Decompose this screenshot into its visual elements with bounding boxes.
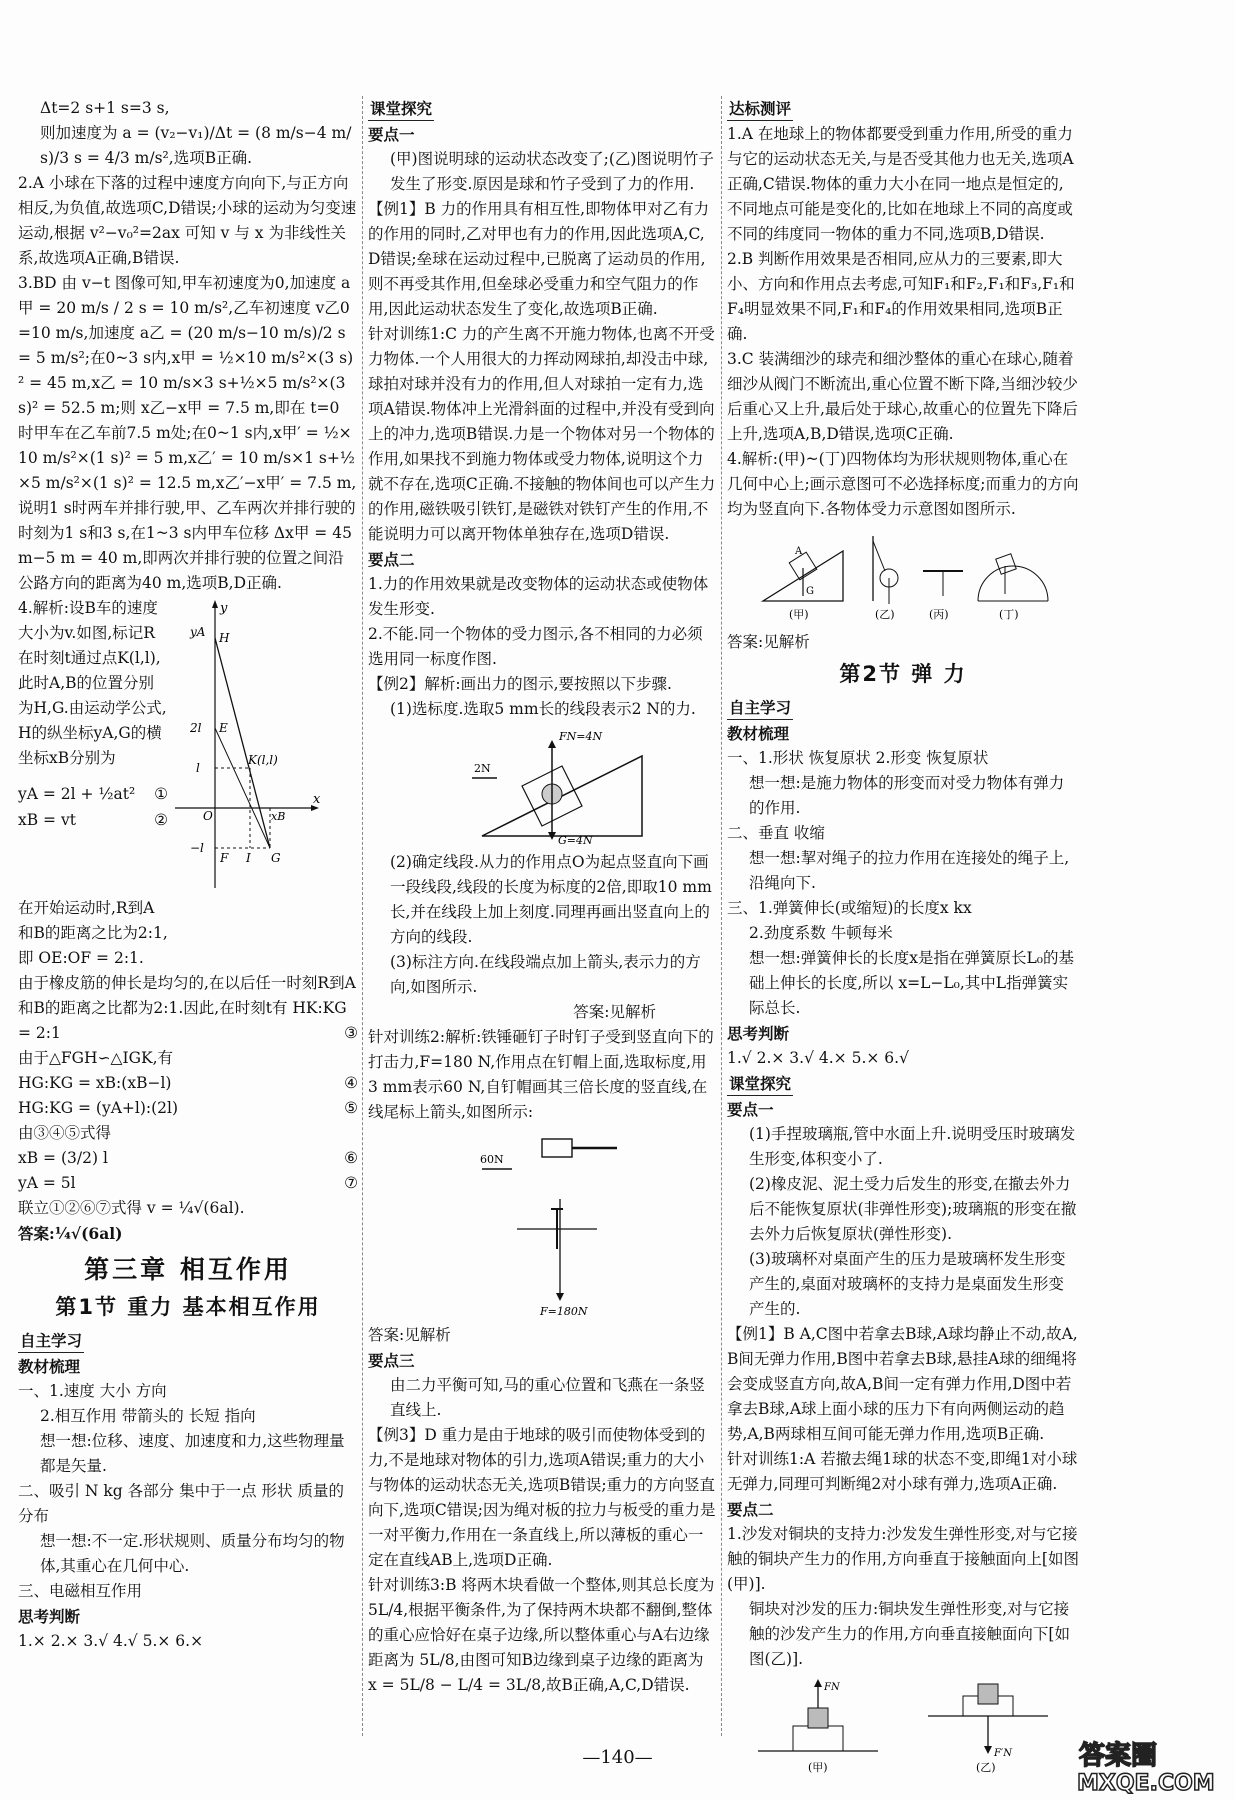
equation: yA = 2l + ½at² — [18, 785, 136, 803]
equation-number: ① — [154, 785, 168, 803]
text-line: 在开始运动时,R到A和B的距离之比为2:1,即 OE:OF = 2:1. — [18, 899, 168, 967]
answer-4: 4.解析:(甲)~(丁)四物体均为形状规则物体,重心在几何中心上;画示意图可不必选择标度;而重力的方向均为竖直向下.各物体受力示意图如图所示. — [727, 450, 1079, 518]
text-line — [18, 971, 358, 1046]
text-line: (1)选标度.选取5 mm长的线段表示2 N的力. — [390, 700, 696, 718]
training-2: 针对训练2:解析:铁锤砸钉子时钉子受到竖直向下的打击力,F=180 N,作用点在钉帽上面,选取标度,用3 mm表示60 N,自钉帽画其三倍长度的竖直线,在线尾标上箭头,如图所示: — [368, 1028, 714, 1121]
graph-label: K(l,l) — [248, 753, 278, 767]
subheading: 要点二 — [727, 1500, 774, 1519]
training-1: 针对训练1:C 力的产生离不开施力物体,也离不开受力物体.一个人用很大的力挥动网球拍,却没击中球,球拍对球并没有力的作用,但人对球拍一定有力,选项A错误.物体冲上光滑斜面的过程中,并没有受到向上的冲力,选项B错误.力是一个物体对另一个物体的作用,如果找不到施力物体或受力物体,说明这个力就不存在,选项C正确.不接触的物体间也可以产生力的作用,磁铁吸引铁钉,是磁铁对铁钉产生的作用,不能说明力可以离开物体单独存在,选项D错误. — [368, 325, 716, 543]
subheading: 教材梳理 — [727, 724, 790, 743]
answer-line: 答案:见解析 — [727, 633, 810, 651]
scale-label: 60N — [480, 1153, 504, 1166]
answer-line: 答案:¼√(6al) — [18, 1224, 123, 1243]
motion-graph — [170, 598, 320, 898]
training-1: 针对训练1:A 若撤去绳1球的状态不变,即绳1对小球无弹力,同理可判断绳2对小球有弹力,选项A正确. — [727, 1450, 1078, 1493]
answer-2: 2.A 小球在下落的过程中速度方向向下,与正方向相反,为负值,故选项C,D错误;小球的运动为匀变速运动,根据 v²−v₀²=2ax 可知 v 与 x 为非线性关系,故选项A正确,B错误. — [18, 174, 357, 267]
equation-number: ② — [154, 811, 168, 829]
answer-1: 1.A 在地球上的物体都要受到重力作用,所受的重力与它的运动状态无关,与是否受其他力也无关,选项A正确,C错误.物体的重力大小在同一地点是恒定的,不同地点可能是变化的,比如在地球上不同的高度或不同的纬度同一物体的重力不同,选项B,D错误. — [727, 125, 1074, 243]
text-line: 想一想:不一定.形状规则、质量分布均匀的物体,其重心在几何中心. — [40, 1532, 345, 1575]
gravity-diagrams — [753, 526, 1053, 626]
watermark-logo — [1071, 1734, 1221, 1794]
text-line: 想一想:弹簧伸长的长度x是指在弹簧原长L₀的基础上伸长的长度,所以 x=L−L₀,其中L指弹簧实际总长. — [749, 949, 1074, 1017]
watermark-text: MXQE.COM — [1077, 1771, 1215, 1796]
page-number: —140— — [582, 1747, 653, 1768]
graph-label: G — [271, 851, 281, 865]
text-line: 1.√ 2.× 3.√ 4.× 5.× 6.√ — [727, 1049, 909, 1067]
subheading: 思考判断 — [727, 1024, 790, 1043]
graph-label: I — [246, 851, 251, 865]
chapter-title: 第三章 相互作用 — [84, 1255, 292, 1284]
graph-label: O — [203, 809, 213, 823]
figure-caption: (丁) — [999, 608, 1019, 621]
equation-number: ③ — [344, 1024, 358, 1042]
section-heading: 课堂探究 — [368, 98, 434, 121]
graph-label: x — [313, 792, 321, 807]
subheading: 要点三 — [368, 1351, 415, 1370]
equation-row — [18, 782, 168, 807]
force-label: FN=4N — [559, 730, 603, 743]
answer-line: 答案:见解析 — [368, 1326, 451, 1344]
graph-label: H — [219, 631, 230, 645]
column-divider-1 — [362, 96, 363, 1736]
text-line: (2)橡皮泥、泥土受力后发生的形变,在撤去外力后不能恢复原状(非弹性形变);玻璃瓶的形变在撤去外力后恢复原状(弹性形变). — [749, 1175, 1077, 1243]
equation: yA = 5l — [18, 1174, 76, 1192]
section-heading: 达标测评 — [727, 98, 793, 121]
text-line: 二、吸引 N kg 各部分 集中于一点 形状 质量的分布 — [18, 1482, 344, 1525]
figure-caption: (甲) — [789, 608, 809, 621]
subheading: 教材梳理 — [18, 1357, 81, 1376]
text-line: 联立①②⑥⑦式得 v = ¼√(6al). — [18, 1199, 245, 1217]
column-divider-2 — [721, 96, 722, 1736]
text-line: 三、1.弹簧伸长(或缩短)的长度x kx — [727, 899, 972, 917]
equation-number: ⑥ — [344, 1149, 358, 1167]
section-heading: 课堂探究 — [727, 1073, 793, 1096]
example-3: 【例3】D 重力是由于地球的吸引而使物体受到的力,不是地球对物体的引力,选项A错误;重力的大小与物体的运动状态无关,选项B错误;重力的方向竖直向下,选项C错误;因为绳对板的拉力与板受的重力是一对平衡力,作用在一条直线上,所以薄板的重心一定在直线AB上,选项D正确. — [368, 1426, 716, 1569]
graph-label: y — [220, 601, 228, 616]
training-3: 针对训练3:B 将两木块看做一个整体,则其总长度为 5L/4,根据平衡条件,为了保持两木块都不翻倒,整体的重心应恰好在桌子边缘,所以整体重心与A右边缘距离为 5L/8,由图可知B边缘到桌子边缘的距离为 x = 5L/8 − L/4 = 3L/8,故B正确,A,C,D错误. — [368, 1576, 715, 1694]
force-label: F′N — [994, 1748, 1012, 1759]
force-diagram-incline — [412, 726, 672, 846]
subheading: 要点一 — [727, 1100, 774, 1119]
text-line: 1.× 2.× 3.√ 4.√ 5.× 6.× — [18, 1632, 204, 1650]
subheading: 要点一 — [368, 125, 415, 144]
equation: HG:KG = xB:(xB−l) — [18, 1074, 172, 1092]
equation-row — [18, 1171, 358, 1196]
graph-label: l — [196, 761, 200, 775]
text-line: 由③④⑤式得 — [18, 1124, 112, 1142]
text-line: 想一想:是施力物体的形变而对受力物体有弹力的作用. — [749, 774, 1065, 817]
text-line: 由于△FGH∽△IGK,有 — [18, 1049, 173, 1067]
section-title: 第2节 弹 力 — [839, 662, 967, 686]
figure-caption: (甲) — [808, 1761, 828, 1774]
example-2: 【例2】解析:画出力的图示,要按照以下步骤. — [368, 675, 672, 693]
figure-label: G — [806, 586, 814, 597]
section-heading: 自主学习 — [18, 1330, 84, 1353]
equation-row — [18, 808, 168, 833]
figure-caption: (乙) — [875, 608, 895, 621]
text-line: (3)标注方向.在线段端点加上箭头,表示力的方向,如图所示. — [390, 953, 701, 996]
answer-3: 3.C 装满细沙的球壳和细沙整体的重心在球心,随着细沙从阀门不断流出,重心位置不断下降,当细沙较少后重心又上升,最后处于球心,故重心的位置先下降后上升,选项A,B,D错误,选项C正确. — [727, 350, 1078, 443]
text-line: (2)确定线段.从力的作用点O为起点竖直向下画一段线段,线段的长度为标度的2倍,即取10 mm长,并在线段上加上刻度.同理再画出竖直向上的方向的线段. — [390, 853, 712, 946]
equation-row — [18, 1071, 358, 1096]
text-line: (3)玻璃杯对桌面产生的压力是玻璃杯发生形变产生的,桌面对玻璃杯的支持力是桌面发生形变产生的. — [749, 1250, 1066, 1318]
column-2 — [368, 96, 716, 1730]
text-line: Δt=2 s+1 s=3 s, — [40, 99, 170, 117]
answer-2: 2.B 判断作用效果是否相同,应从力的三要素,即大小、方向和作用点去考虑,可知F₁和F₂,F₁和F₃,F₁和F₄明显效果不同,F₁和F₄的作用效果相同,选项B正确. — [727, 250, 1075, 343]
answer-4-intro: 4.解析:设B车的速度大小为v.如图,标记R在时刻t通过点K(l,l),此时A,B的位置分别为H,G.由运动学公式,H的纵坐标yA,G的横坐标xB分别为 — [18, 599, 167, 767]
text-line: 一、1.速度 大小 方向 — [18, 1382, 167, 1400]
answer-3: 3.BD 由 v−t 图像可知,甲车初速度为0,加速度 a甲 = 20 m/s / 2 s = 10 m/s²,乙车初速度 v乙0=10 m/s,加速度 a乙 = (20 m/s−10 m/s)/2 s = 5 m/s²;在0~3 s内,x甲 = ½×10 m/s²×(3 s)² = 45 m,x乙 = 10 m/s×3 s+½×5 m/s²×(3 s)² = 52.5 m;则 x乙−x甲 = 7.5 m,即在 t=0 时甲车在乙车前7.5 m处;在0~1 s内,x甲′ = ½×10 m/s²×(1 s)² = 5 m,x乙′ = 10 m/s×1 s+½×5 m/s²×(1 s)² = 12.5 m,x乙′−x甲′ = 7.5 m,说明1 s时两车并排行驶,甲、乙车两次并排行驶的时刻为1 s和3 s,在1~3 s内甲车位移 Δx甲 = 45 m−5 m = 40 m,即两次并排行驶的位置之间沿公路方向的距离为40 m,选项B,D正确. — [18, 274, 357, 592]
text-line: 1.力的作用效果就是改变物体的运动状态或使物体发生形变. — [368, 575, 709, 618]
force-label: G=4N — [558, 834, 593, 847]
section-title: 第1节 重力 基本相互作用 — [55, 1295, 321, 1319]
text-line: 1.沙发对铜块的支持力:沙发发生弹性形变,对与它接触的铜块产生力的作用,方向垂直于接触面向上[如图(甲)]. — [727, 1525, 1079, 1593]
equation-number: ⑤ — [344, 1099, 358, 1117]
equation: xB = (3/2) l — [18, 1149, 108, 1167]
text-line: 铜块对沙发的压力:铜块发生弹性形变,对与它接触的沙发产生力的作用,方向垂直接触面向下[如图(乙)]. — [749, 1600, 1070, 1668]
scale-label: 2N — [474, 762, 491, 775]
text-line: 由二力平衡可知,马的重心位置和飞燕在一条竖直线上. — [390, 1376, 705, 1419]
force-label: F=180N — [540, 1305, 588, 1318]
equation: xB = vt — [18, 811, 76, 829]
text-line: 二、垂直 收缩 — [727, 824, 825, 842]
equation-number: ⑦ — [344, 1174, 358, 1192]
text-line: 一、1.形状 恢复原状 2.形变 恢复原状 — [727, 749, 989, 767]
text-line: 想一想:位移、速度、加速度和力,这些物理量都是矢量. — [40, 1432, 345, 1475]
hammer-nail-diagram — [442, 1129, 642, 1319]
equation-row — [18, 1096, 358, 1121]
column-1 — [18, 96, 358, 1730]
text-line: 2.劲度系数 牛顿每米 — [749, 924, 893, 942]
figure-caption: (乙) — [976, 1761, 996, 1774]
text-line: 三、电磁相互作用 — [18, 1582, 143, 1600]
text-line: (1)手捏玻璃瓶,管中水面上升.说明受压时玻璃发生形变,体积变小了. — [749, 1125, 1076, 1168]
graph-label: yA — [190, 625, 206, 639]
graph-label: F — [220, 851, 229, 865]
section-heading: 自主学习 — [727, 697, 793, 720]
text-span: 由于橡皮筋的伸长是均匀的,在以后任一时刻R到A和B的距离之比都为2:1.因此,在时刻t有 HK:KG = 2:1 — [18, 974, 356, 1042]
subheading: 思考判断 — [18, 1607, 81, 1626]
example-1: 【例1】B 力的作用具有相互性,即物体甲对乙有力的作用的同时,乙对甲也有力的作用,因此选项A,C,D错误;垒球在运动过程中,已脱离了运动员的作用,则不再受其作用,但垒球必受重力和空气阻力的作用,因此运动状态发生了变化,故选项B正确. — [368, 200, 710, 318]
figure-caption: (丙) — [929, 608, 949, 621]
force-label: FN — [824, 1682, 840, 1693]
equation-row — [18, 1146, 358, 1171]
text-line: (甲)图说明球的运动状态改变了;(乙)图说明竹子发生了形变.原因是球和竹子受到了力的作用. — [390, 150, 714, 193]
text-line: 2.相互作用 带箭头的 长短 指向 — [40, 1407, 256, 1425]
column-3 — [727, 96, 1079, 1774]
equation: HG:KG = (yA+l):(2l) — [18, 1099, 179, 1117]
text-line: 则加速度为 a = (v₂−v₁)/Δt = (8 m/s−4 m/s)/3 s = 4/3 m/s²,选项B正确. — [40, 124, 352, 167]
figure-label: A — [795, 546, 803, 557]
text-line: 2.不能.同一个物体的受力图示,各不相同的力必须选用同一标度作图. — [368, 625, 703, 668]
subheading: 要点二 — [368, 550, 415, 569]
watermark-text: 答案圈 — [1079, 1741, 1158, 1771]
text-line: 想一想:挈对绳子的拉力作用在连接处的绳子上,沿绳向下. — [749, 849, 1070, 892]
graph-label: 2l — [190, 721, 202, 735]
graph-label: xB — [271, 810, 286, 823]
graph-label: −l — [190, 841, 204, 855]
graph-label: E — [219, 721, 228, 735]
equation-number: ④ — [344, 1074, 358, 1092]
answer-4-block — [18, 596, 358, 896]
example-1: 【例1】B A,C图中若拿去B球,A球均静止不动,故A,B间无弹力作用,B图中若拿去B球,悬挂A球的细绳将会变成竖直方向,故A,B间一定有弹力作用,D图中若拿去B球,A球上面小球的压力下有向两侧运动的趋势,A,B两球相互间可能无弹力作用,选项B正确. — [727, 1325, 1078, 1443]
answer-line: 答案:见解析 — [573, 1003, 656, 1021]
